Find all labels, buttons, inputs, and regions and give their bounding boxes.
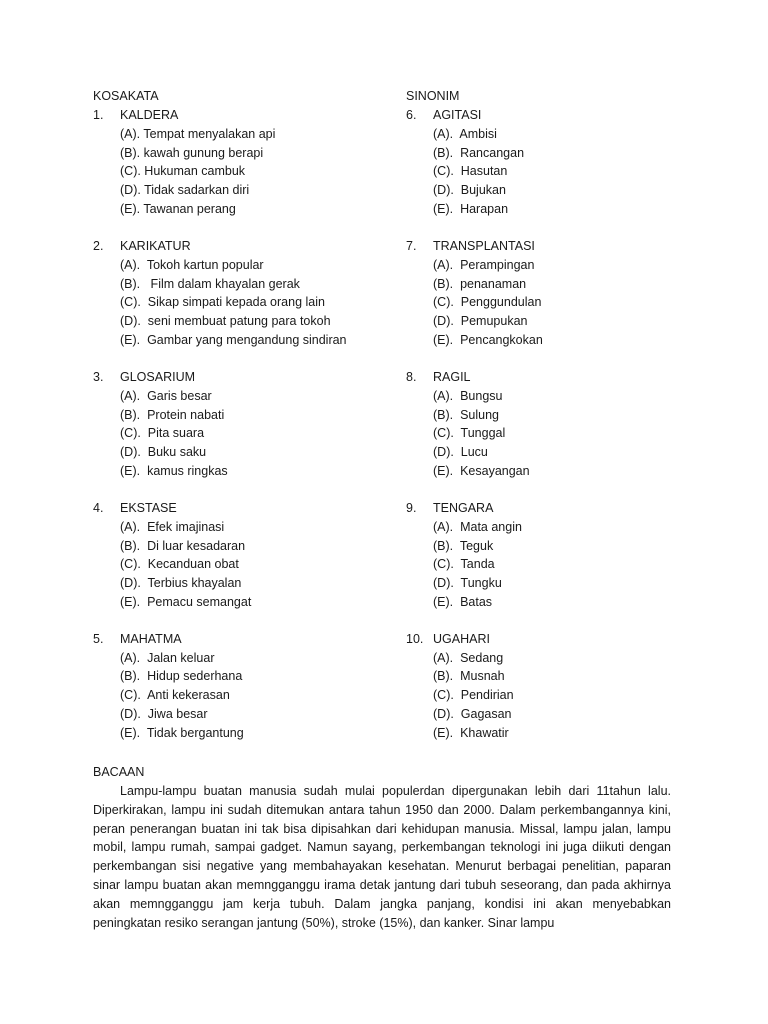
answer-option: (D). seni membuat patung para tokoh <box>120 314 331 328</box>
question-title <box>93 630 393 649</box>
answer-option: (C). Anti kekerasan <box>120 688 230 703</box>
question-title <box>406 106 706 125</box>
answer-option: (C). Hasutan <box>433 164 508 179</box>
answer-option: (B). Di luar kesadaran <box>120 538 246 553</box>
question-word: TENGARA <box>433 500 494 515</box>
synonym-column <box>406 87 706 761</box>
answer-option: (D). Jiwa besar <box>120 706 208 721</box>
synonym-question-list <box>406 106 706 742</box>
question-number: 10. <box>406 631 424 646</box>
vocab-question-list <box>93 106 393 742</box>
answer-option: (A). Jalan keluar <box>120 650 215 665</box>
question-title <box>406 237 706 256</box>
answer-option: (A). Sedang <box>433 650 504 665</box>
answer-option: (B). Hidup sederhana <box>120 669 243 684</box>
synonym-header: SINONIM <box>406 89 460 103</box>
answer-option: (B). Sulung <box>433 407 500 422</box>
answer-option: (A). Tokoh kartun popular <box>120 257 264 272</box>
answer-option: (A). Ambisi <box>433 127 497 141</box>
question-word: MAHATMA <box>120 631 182 646</box>
answer-option: (B). Protein nabati <box>120 407 225 422</box>
answer-option: (D). Tungku <box>433 575 502 590</box>
answer-option: (A). Efek imajinasi <box>120 519 225 534</box>
question-item <box>406 106 706 218</box>
answer-option: (E). Kesayangan <box>433 463 530 478</box>
answer-option: (A). Bungsu <box>433 388 503 403</box>
question-item <box>406 368 706 480</box>
question-item <box>93 106 393 218</box>
answer-option: (E). Gambar yang mengandung sindiran <box>120 332 347 347</box>
answer-option: (E). Tidak bergantung <box>120 725 244 740</box>
answer-option: (D). Terbius khayalan <box>120 575 242 590</box>
answer-option: (B). penanaman <box>433 276 527 291</box>
reading-title: BACAAN <box>93 765 145 779</box>
answer-option: (E). Batas <box>433 594 493 609</box>
answer-option: (E). Khawatir <box>433 725 509 740</box>
answer-option: (E). Harapan <box>433 201 509 216</box>
question-number: 7. <box>406 238 417 253</box>
question-number: 9. <box>406 500 417 515</box>
answer-option: (C). Tanda <box>433 557 495 572</box>
question-number: 2. <box>93 238 104 253</box>
question-number: 5. <box>93 631 104 646</box>
vocab-header: KOSAKATA <box>93 89 159 103</box>
question-item <box>93 237 393 349</box>
answer-option: (E). Pencangkokan <box>433 332 543 347</box>
answer-option: (D). Buku saku <box>120 444 207 459</box>
answer-option: (C). Penggundulan <box>433 295 542 310</box>
answer-option: (C). Pendirian <box>433 688 514 703</box>
question-title <box>406 499 706 518</box>
reading-paragraph: Lampu-lampu buatan manusia sudah mulai populerdan dipergunakan lebih dari 11tahun lalu. Diperkirakan, lampu ini sudah ditemukan antara tahun 1950 dan 2000. Dalam perkembangannya kini, peran penerangan buatan ini tak bisa dipisahkan dari kehidupan manusia. Missal, lampu jalan, lampu mobil, lampu rumah, sampai gadget. Namun sayang, perkembangan teknologi ini juga diikuti dengan perkembangan sisi negative yang membahayakan kesehatan. Menurut berbagai penelitian, paparan sinar lampu buatan akan memngganggu irama detak jantung dari tubuh seseorang, dan pada akhirnya akan memngganggu jam kerja tubuh. Dalam jangka panjang, kondisi ini akan menyebabkan peningkatan resiko serangan jantung (50%), stroke (15%), dan kanker. Sinar lampu <box>93 784 671 930</box>
question-word: UGAHARI <box>433 631 490 646</box>
question-number: 6. <box>406 108 417 122</box>
answer-option: (C). Pita suara <box>120 426 205 441</box>
answer-option: (A). Garis besar <box>120 388 212 403</box>
question-item <box>93 368 393 480</box>
question-word: AGITASI <box>433 108 482 122</box>
question-item <box>406 630 706 742</box>
question-word: KALDERA <box>120 108 179 122</box>
question-item <box>93 630 393 742</box>
answer-option: (D). Pemupukan <box>433 314 528 328</box>
answer-option: (B). Teguk <box>433 538 494 553</box>
answer-option: (B). kawah gunung berapi <box>120 145 264 160</box>
answer-option: (D). Gagasan <box>433 706 512 721</box>
question-number: 8. <box>406 369 417 384</box>
answer-option: (D). Tidak sadarkan diri <box>120 183 250 198</box>
vocab-column <box>93 87 393 761</box>
answer-option: (B). Musnah <box>433 669 505 684</box>
answer-option: (D). Lucu <box>433 444 488 459</box>
question-word: TRANSPLANTASI <box>433 238 535 253</box>
answer-option: (A). Perampingan <box>433 257 535 272</box>
question-title <box>93 106 393 125</box>
answer-option: (E). kamus ringkas <box>120 463 228 478</box>
question-word: RAGIL <box>433 369 471 384</box>
answer-option: (C). Kecanduan obat <box>120 557 239 572</box>
question-number: 3. <box>93 369 104 384</box>
question-item <box>406 499 706 611</box>
answer-option: (C). Tunggal <box>433 426 506 441</box>
question-word: KARIKATUR <box>120 238 191 253</box>
question-title <box>406 630 706 649</box>
question-item <box>406 237 706 349</box>
reading-section <box>93 763 671 932</box>
answer-option: (B). Rancangan <box>433 145 525 160</box>
question-title <box>93 237 393 256</box>
answer-option: (B). Film dalam khayalan gerak <box>120 276 300 291</box>
question-item <box>93 499 393 611</box>
question-title <box>406 368 706 387</box>
question-number: 1. <box>93 108 104 122</box>
answer-option: (C). Sikap simpati kepada orang lain <box>120 295 325 310</box>
answer-option: (E). Pemacu semangat <box>120 594 252 609</box>
answer-option: (D). Bujukan <box>433 183 506 198</box>
question-word: GLOSARIUM <box>120 369 196 384</box>
question-word: EKSTASE <box>120 500 177 515</box>
answer-option: (C). Hukuman cambuk <box>120 164 246 179</box>
answer-option: (A). Mata angin <box>433 519 522 534</box>
question-number: 4. <box>93 500 104 515</box>
question-title <box>93 368 393 387</box>
question-title <box>93 499 393 518</box>
answer-option: (E). Tawanan perang <box>120 201 236 216</box>
answer-option: (A). Tempat menyalakan api <box>120 127 276 141</box>
